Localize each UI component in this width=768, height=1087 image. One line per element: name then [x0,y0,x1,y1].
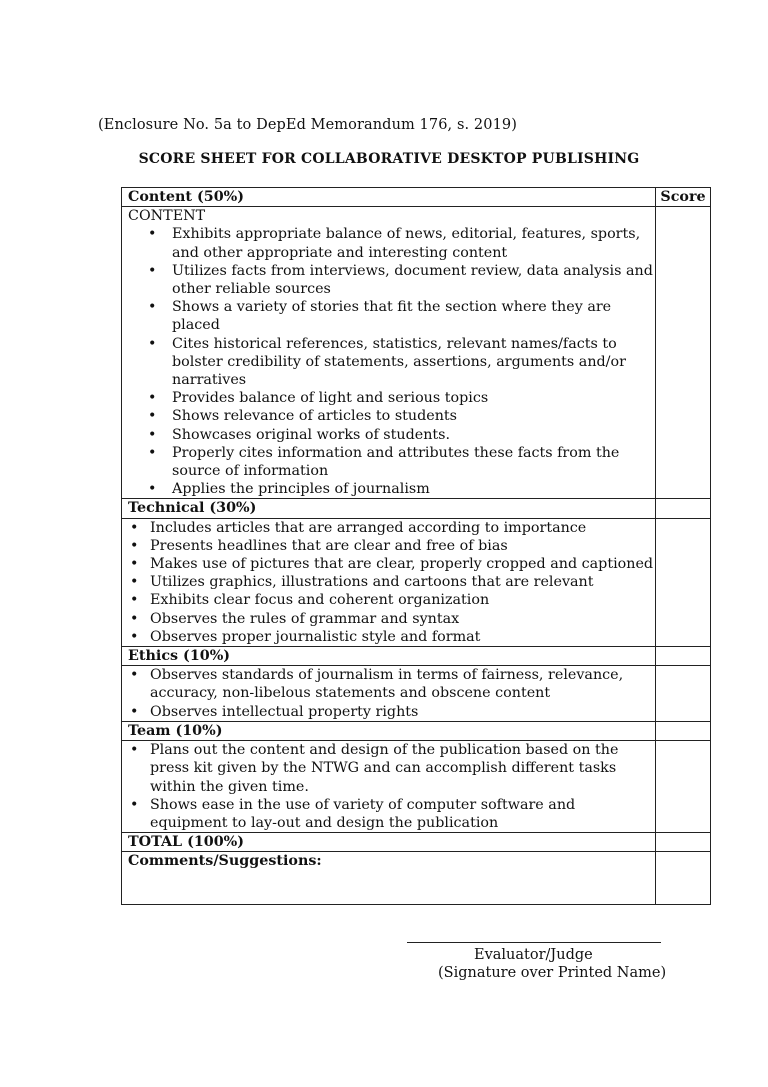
ethics-criteria-list [128,666,655,721]
bullet-icon: • [148,444,157,461]
list-item: • Provides balance of light and serious topics [148,390,489,407]
technical-criteria-row [122,518,711,646]
section-header-team: Team (10%) [122,721,656,740]
bullet-icon: • [130,667,139,684]
bullet-icon: • [130,537,139,554]
score-cell-technical[interactable] [656,518,711,646]
team-criteria-cell [122,741,656,833]
content-criteria-row [122,207,711,499]
list-item: • Utilizes graphics, illustrations and cartoons that are relevant [130,574,594,591]
team-criteria-list [128,741,655,832]
technical-criteria-cell [122,518,656,646]
signature-role: Evaluator/Judge [474,947,593,963]
score-column-header: Score [656,188,711,207]
list-item: • Properly cites information and attributes these facts from the source of information [148,444,620,480]
signature-line[interactable] [407,942,661,943]
bullet-icon: • [130,556,139,573]
ethics-criteria-cell [122,666,656,722]
score-cell-total[interactable] [656,833,711,852]
signature-note: (Signature over Printed Name) [438,965,667,981]
ethics-header-row [122,647,711,666]
bullet-icon: • [148,226,157,243]
score-cell-ethics-header [656,647,711,666]
bullet-icon: • [148,408,157,425]
total-label: TOTAL (100%) [122,833,656,852]
list-item: • Cites historical references, statistics, relevant names/facts to bolster credibility of statements, assertions, arguments and/or narratives [148,335,626,389]
score-cell-team[interactable] [656,741,711,833]
score-cell-ethics[interactable] [656,666,711,722]
content-label: CONTENT [128,208,206,225]
list-item: • Observes intellectual property rights [130,703,419,720]
score-sheet-table [121,187,711,905]
list-item: • Exhibits clear focus and coherent organization [130,592,490,609]
content-criteria-list [128,225,655,498]
team-criteria-row [122,741,711,833]
bullet-icon: • [148,262,157,279]
list-item: • Makes use of pictures that are clear, properly cropped and captioned [130,556,654,573]
technical-criteria-list [128,519,655,646]
score-cell-team-header [656,721,711,740]
bullet-icon: • [148,335,157,352]
list-item: • Shows a variety of stories that fit the section where they are placed [148,299,612,334]
list-item: • Presents headlines that are clear and free of bias [130,537,508,554]
bullet-icon: • [130,742,139,759]
list-item: • Shows ease in the use of variety of computer software and equipment to lay-out and design the publication [130,796,576,831]
team-header-row [122,721,711,740]
content-criteria-cell [122,207,656,499]
bullet-icon: • [148,426,157,443]
list-item: • Utilizes facts from interviews, document review, data analysis and other reliable sources [148,262,653,298]
section-header-content: Content (50%) [122,188,656,207]
list-item: • Includes articles that are arranged according to importance [130,519,587,536]
list-item: • Observes proper journalistic style and format [130,628,481,645]
section-header-technical: Technical (30%) [122,499,656,518]
comments-score-cell[interactable] [656,852,711,905]
bullet-icon: • [130,610,139,627]
score-cell-technical-header [656,499,711,518]
enclosure-note: (Enclosure No. 5a to DepEd Memorandum 176, s. 2019) [98,117,517,133]
list-item: • Applies the principles of journalism [148,481,430,498]
list-item: • Observes standards of journalism in terms of fairness, relevance, accuracy, non-libelous statements and obscene content [130,667,624,702]
total-row [122,833,711,852]
bullet-icon: • [130,592,139,609]
list-item: • Plans out the content and design of the publication based on the press kit given by the NTWG and can accomplish different tasks within the given time. [130,742,619,795]
list-item: • Observes the rules of grammar and syntax [130,610,460,627]
ethics-criteria-row [122,666,711,722]
bullet-icon: • [148,299,157,316]
bullet-icon: • [130,628,139,645]
document-title: SCORE SHEET FOR COLLABORATIVE DESKTOP PUBLISHING [138,151,640,167]
bullet-icon: • [130,519,139,536]
comments-row [122,852,711,905]
list-item: • Shows relevance of articles to students [148,408,458,425]
bullet-icon: • [130,796,139,813]
list-item: • Exhibits appropriate balance of news, editorial, features, sports, and other appropriate and interesting content [148,226,641,261]
bullet-icon: • [148,481,157,498]
comments-label: Comments/Suggestions: [122,852,656,905]
list-item: • Showcases original works of students. [148,426,451,443]
technical-header-row [122,499,711,518]
bullet-icon: • [148,390,157,407]
section-header-ethics: Ethics (10%) [122,647,656,666]
header-row [122,188,711,207]
score-cell-content[interactable] [656,207,711,499]
bullet-icon: • [130,574,139,591]
bullet-icon: • [130,703,139,720]
